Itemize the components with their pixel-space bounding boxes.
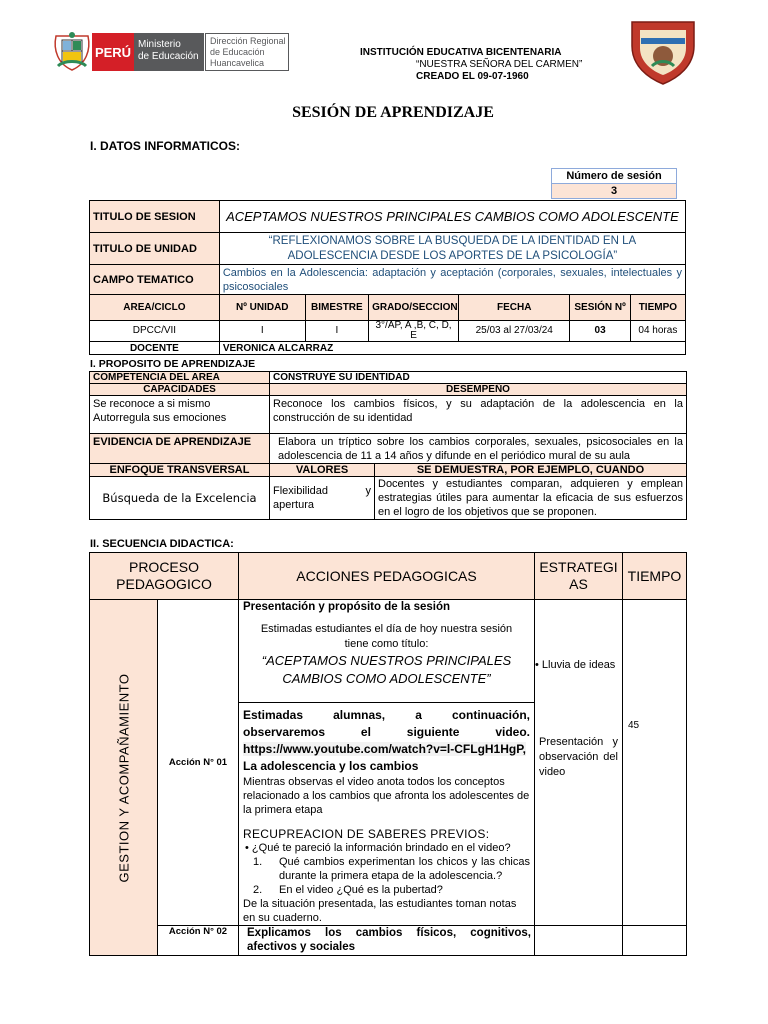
header-unidad: Nº UNIDAD	[219, 295, 305, 321]
direccion-line-2: de Educación	[210, 47, 265, 57]
vertical-label: GESTION Y ACOMPAÑAMIENTO	[116, 673, 131, 882]
q2-number: 2.	[253, 884, 263, 896]
video-block	[239, 703, 534, 925]
titulo-unidad-label: TITULO DE UNIDAD	[90, 233, 220, 265]
demuestra-value: Docentes y estudiantes comparan, adquieren y emplean estrategias útiles para aumentar la eficacia de sus esfuerzos en el logro de los objetivos que se proponen.	[375, 477, 687, 520]
saberes-title: RECUPREACION DE SABERES PREVIOS:	[243, 827, 490, 841]
bullet-icon: •	[245, 842, 252, 854]
value-grado-seccion: 3°/AP, A ,B, C, D, E	[369, 321, 459, 342]
competencia-value: CONSTRUYE SU IDENTIDAD	[270, 372, 687, 384]
session-number-value: 3	[552, 184, 677, 199]
titulo-unidad-value: “REFLEXIONAMOS SOBRE LA BUSQUEDA DE LA IDENTIDAD EN LA ADOLESCENCIA DESDE LOS APORTES DE LA PSICOLOGÍA”	[219, 233, 685, 265]
peru-coat-of-arms-logo	[52, 30, 92, 72]
campo-tematico-label: CAMPO TEMATICO	[90, 265, 220, 295]
competencia-label: COMPETENCIA DEL AREA	[90, 372, 270, 384]
saberes-bullet-item	[243, 841, 530, 855]
peru-label: PERÚ	[94, 44, 132, 60]
titulo-sesion-value: ACEPTAMOS NUESTROS PRINCIPALES CAMBIOS COMO ADOLESCENTE	[219, 201, 685, 233]
video-url-link[interactable]: https://www.youtube.com/watch?v=l-CFLgH1HgP,	[243, 742, 527, 756]
value-sesion: 03	[570, 321, 630, 342]
ministerio-line-2: de Educación	[138, 51, 199, 62]
saberes-bullet: ¿Qué te pareció la información brindado en el video?	[251, 842, 511, 854]
estrategia-2: Presentación y observación del video	[539, 736, 618, 778]
peru-brand-box	[92, 33, 134, 71]
acciones-cell	[239, 600, 535, 926]
presentacion-block	[239, 600, 534, 703]
video-title: La adolescencia y los cambios	[243, 759, 419, 773]
direccion-box	[205, 33, 289, 71]
header-grado-seccion: GRADO/SECCION	[369, 295, 459, 321]
valores-value: Flexibilidad y apertura	[270, 477, 375, 520]
section-proposito-heading: I. PROPOSITO DE APRENDIZAJE	[90, 358, 256, 370]
tiempo-value: 45	[628, 720, 640, 731]
section-secuencia-heading: II. SECUENCIA DIDACTICA:	[90, 538, 234, 550]
proposito-table	[89, 371, 687, 520]
institution-header	[330, 47, 620, 83]
value-bimestre: I	[305, 321, 368, 342]
desempeno-value: Reconoce los cambios físicos, y su adaptación de la adolescencia en la construcción de su identidad	[270, 396, 687, 434]
saberes-q1-item	[243, 855, 530, 883]
institution-founded: CREADO EL 09-07-1960	[416, 71, 529, 82]
direccion-line-1: Dirección Regional	[210, 36, 286, 46]
saberes-q2: En el video ¿Qué es la pubertad?	[279, 884, 443, 896]
titulo-sesion-label: TITULO DE SESION	[90, 201, 220, 233]
ministerio-line-1: Ministerio	[138, 39, 181, 50]
saberes-q1: Qué cambios experimentan los chicos y las chicas durante la primera etapa de la adolescencia.?	[279, 856, 530, 882]
evidencia-value: Elabora un tríptico sobre los cambios corporales, sexuales, psicosociales en la adolescencia de 11 a 14 años y difunde en el periódico mural de su aula	[270, 434, 687, 464]
capacidades-cell	[90, 396, 270, 434]
capacidades-label: CAPACIDADES	[90, 384, 270, 396]
estrategia-1-item	[535, 658, 618, 673]
value-unidad: I	[219, 321, 305, 342]
campo-tematico-value: Cambios en la Adolescencia: adaptación y aceptación (corporales, sexuales, intelectuales y psicosociales	[219, 265, 685, 295]
saberes-end: De la situación presentada, las estudiantes toman notas en su cuaderno.	[243, 898, 517, 924]
enfoque-value: Búsqueda de la Excelencia	[90, 477, 270, 520]
capacidad-1: Se reconoce a si mismo	[93, 398, 211, 410]
presentacion-text: Estimadas estudiantes el día de hoy nuestra sesión tiene como título:	[260, 623, 513, 650]
secuencia-table	[89, 552, 687, 956]
q1-number: 1.	[253, 856, 263, 868]
estrategia-1: Lluvia de ideas	[541, 659, 616, 671]
ministerio-box	[134, 33, 204, 71]
header-tiempo: TIEMPO	[630, 295, 685, 321]
presentacion-title: Presentación y propósito de la sesión	[243, 601, 451, 613]
header-bimestre: BIMESTRE	[305, 295, 368, 321]
demuestra-label: SE DEMUESTRA, POR EJEMPLO, CUANDO	[375, 464, 687, 477]
header-fecha: FECHA	[459, 295, 570, 321]
accion-02-tiempo	[623, 926, 687, 956]
tiempo-cell	[623, 600, 687, 926]
section-datos-heading: I. DATOS INFORMATICOS:	[90, 139, 240, 153]
col-estrategias: ESTRATEGIAS	[535, 553, 623, 600]
institution-name: INSTITUCIÓN EDUCATIVA BICENTENARIA	[360, 47, 562, 58]
value-tiempo: 04 horas	[630, 321, 685, 342]
accion-02-estrategias	[535, 926, 623, 956]
valores-label: VALORES	[270, 464, 375, 477]
session-number-label: Número de sesión	[552, 169, 677, 184]
accion-02-text: Explicamos los cambios físicos, cognitivos, afectivos y sociales	[239, 926, 535, 956]
video-intro-paragraph	[243, 707, 530, 775]
vertical-label-cell	[90, 600, 158, 956]
col-proceso-pedagogico: PROCESO PEDAGOGICO	[90, 553, 239, 600]
direccion-line-3: Huancavelica	[210, 58, 265, 68]
header-area-ciclo: AREA/CICLO	[90, 295, 220, 321]
accion-02-label: Acción N° 02	[158, 926, 239, 956]
school-crest-logo	[628, 16, 698, 86]
enfoque-label: ENFOQUE TRANSVERSAL	[90, 464, 270, 477]
docente-value: VERONICA ALCARRAZ	[219, 342, 685, 355]
document-title: SESIÓN DE APRENDIZAJE	[292, 104, 494, 121]
docente-label: DOCENTE	[90, 342, 220, 355]
institution-motto: “NUESTRA SEÑORA DEL CARMEN”	[416, 59, 583, 70]
presentacion-quote: “ACEPTAMOS NUESTROS PRINCIPALES CAMBIOS COMO ADOLESCENTE”	[261, 653, 512, 686]
session-number-table	[551, 168, 677, 199]
value-fecha: 25/03 al 27/03/24	[459, 321, 570, 342]
desempeno-label: DESEMPEÑO	[270, 384, 687, 396]
video-text: Mientras observas el video anota todos los conceptos relacionado a los cambios que afronta los adolescentes de la primera etapa	[243, 776, 530, 816]
col-tiempo: TIEMPO	[623, 553, 687, 600]
accion-01-label: Acción N° 01	[158, 600, 239, 926]
estrategia-bullet-icon: •	[535, 659, 539, 671]
video-intro: Estimadas alumnas, a continuación, observaremos el siguiente video.	[243, 708, 530, 739]
col-acciones-pedagogicas: ACCIONES PEDAGOGICAS	[239, 553, 535, 600]
capacidad-2: Autorregula sus emociones	[93, 412, 227, 424]
datos-table	[89, 200, 686, 355]
saberes-q2-item	[243, 883, 530, 897]
estrategias-cell	[535, 600, 623, 926]
header-sesion: SESIÓN Nº	[570, 295, 630, 321]
evidencia-label: EVIDENCIA DE APRENDIZAJE	[90, 434, 270, 464]
value-area-ciclo: DPCC/VII	[90, 321, 220, 342]
